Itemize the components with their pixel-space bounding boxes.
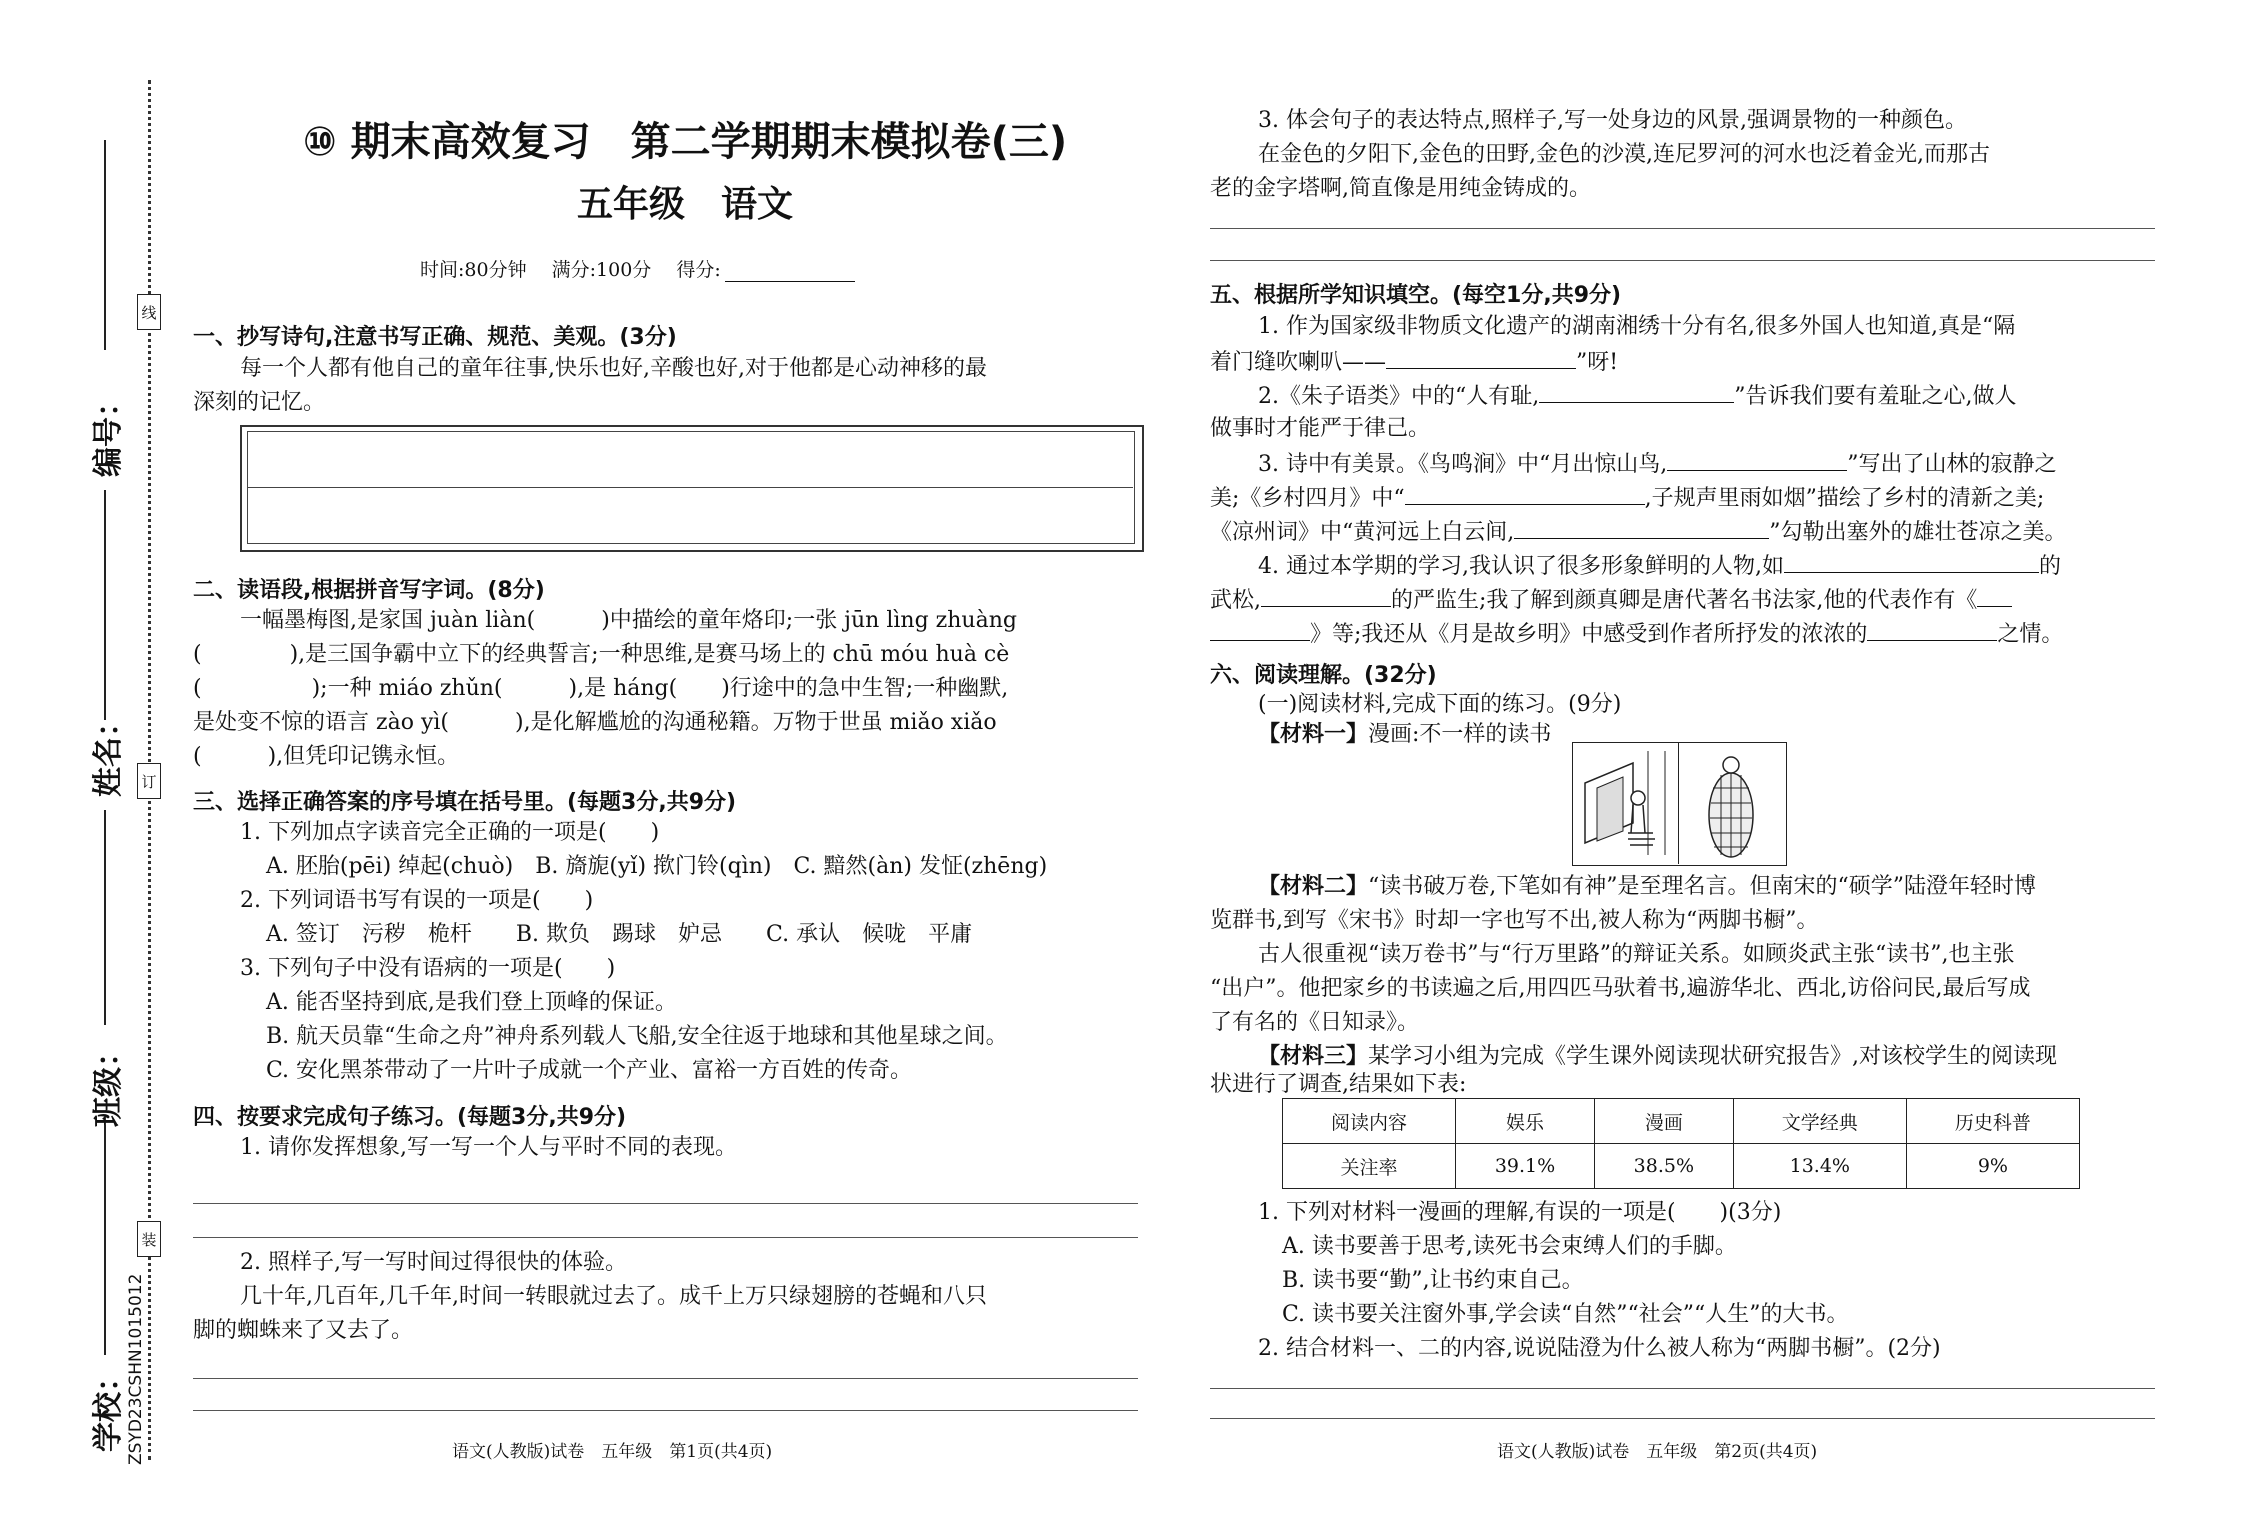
s4-q2-example1: 几十年,几百年,几千年,时间一转眼就过去了。成千上万只绿翅膀的苍蝇和八只: [240, 1284, 987, 1309]
s5-q3-line2: [1210, 480, 2044, 516]
section-1-title: 一、抄写诗句,注意书写正确、规范、美观。(3分): [193, 325, 677, 350]
table-cell: 文学经典: [1733, 1099, 1906, 1144]
text: ”告诉我们要有羞耻之心,做人: [1734, 384, 2017, 409]
s2-line2: ( ),是三国争霸中立下的经典誓言;一种思维,是赛马场上的 chū móu huà cè: [193, 642, 1010, 667]
fill-blank[interactable]: [1210, 616, 1310, 641]
s6-q1: 1. 下列对材料一漫画的理解,有误的一项是( )(3分): [1258, 1200, 1782, 1225]
number-label: 编号：: [91, 387, 126, 477]
s4-q2: 2. 照样子,写一写时间过得很快的体验。: [240, 1250, 627, 1275]
fill-blank[interactable]: [1405, 480, 1645, 505]
s6-material-2-line3: 古人很重视“读万卷书”与“行万里路”的辩证关系。如顾炎武主张“读书”,也主张: [1258, 942, 2015, 967]
text: 3. 诗中有美景。《鸟鸣涧》中“月出惊山鸟,: [1258, 452, 1668, 477]
text: 之情。: [1997, 622, 2064, 647]
class-field-line: [104, 810, 106, 1025]
table-cell: 漫画: [1594, 1099, 1733, 1144]
material-3-tag: 【材料三】: [1258, 1044, 1369, 1069]
material-1-text: 漫画:不一样的读书: [1368, 722, 1552, 747]
fill-blank[interactable]: [1784, 548, 2039, 573]
table-cell: 38.5%: [1594, 1144, 1733, 1189]
s5-q4-line1: [1258, 548, 2061, 584]
school-field-line: [104, 1125, 106, 1355]
answer-line[interactable]: [193, 1410, 1138, 1411]
text: 美;《乡村四月》中“: [1210, 486, 1405, 511]
table-cell: 历史科普: [1906, 1099, 2079, 1144]
s5-q2-line2: 做事时才能严于律己。: [1210, 416, 1431, 441]
answer-line[interactable]: [1210, 1388, 2155, 1389]
s3-q3: 3. 下列句子中没有语病的一项是( ): [240, 956, 616, 981]
score-label: 得分:: [676, 259, 721, 281]
s6-q1-option-b: B. 读书要“勤”,让书约束自己。: [1282, 1268, 1584, 1293]
exam-meta: [420, 255, 855, 282]
text: 》等;我还从《月是故乡明》中感受到作者所抒发的浓浓的: [1310, 622, 1868, 647]
s5-q1-line2: [1210, 344, 1618, 380]
s3-q1: 1. 下列加点字读音完全正确的一项是( ): [240, 820, 660, 845]
table-cell: 关注率: [1283, 1144, 1456, 1189]
fill-blank[interactable]: [1386, 344, 1576, 369]
table-row: [1283, 1144, 2080, 1189]
answer-line[interactable]: [193, 1378, 1138, 1379]
section-3-title: 三、选择正确答案的序号填在括号里。(每题3分,共9分): [193, 790, 737, 815]
s5-q3-line1: [1258, 446, 2056, 482]
footer-left: 语文(人教版)试卷 五年级 第1页(共4页): [452, 1442, 773, 1462]
fill-blank[interactable]: [1514, 514, 1769, 539]
text: 某学习小组为完成《学生课外阅读现状研究报告》,对该校学生的阅读现: [1368, 1044, 2058, 1069]
binding-marker-line: 线: [137, 294, 161, 330]
table-header-row: [1283, 1099, 2080, 1144]
s5-q3-line3: [1210, 514, 2067, 550]
s5-q4-line3: [1210, 616, 2063, 652]
s3-q3-option-b: B. 航天员靠“生命之舟”神舟系列载人飞船,安全往返于地球和其他星球之间。: [266, 1024, 1008, 1049]
title-text: 期末高效复习 第二学期期末模拟卷(三): [350, 119, 1068, 165]
s3-q1-options: A. 胚胎(pēi) 绰起(chuò) B. 旖旎(yǐ) 揿门铃(qìn) C. 黯然(àn) 发怔(zhēng): [266, 854, 1048, 879]
full-score: 满分:100分: [551, 259, 652, 281]
copy-writing-midline: [247, 487, 1133, 488]
s4-q3: 3. 体会句子的表达特点,照样子,写一处身边的风景,强调景物的一种颜色。: [1258, 108, 1967, 133]
s4-q1: 1. 请你发挥想象,写一写一个人与平时不同的表现。: [240, 1135, 737, 1160]
s2-line5: ( ),但凭印记镌永恒。: [193, 744, 460, 769]
text: ”写出了山林的寂静之: [1847, 452, 2057, 477]
text: 《凉州词》中“黄河远上白云间,: [1210, 520, 1515, 545]
s2-line3: ( );一种 miáo zhǔn( ),是 háng( )行途中的急中生智;一种幽默,: [193, 676, 1009, 701]
answer-line[interactable]: [1210, 228, 2155, 229]
time-limit: 时间:80分钟: [420, 259, 527, 281]
comic-drawing: [1573, 743, 1784, 863]
exam-title: [290, 110, 1080, 167]
s6-material-2-line4: “出户”。他把家乡的书读遍之后,用四匹马驮着书,遍游华北、西北,访俗问民,最后写成: [1210, 976, 2031, 1001]
section-6-title: 六、阅读理解。(32分): [1210, 663, 1437, 688]
table-cell: 娱乐: [1456, 1099, 1595, 1144]
school-label: 学校：: [91, 1362, 126, 1452]
s4-q3-example2: 老的金字塔啊,简直像是用纯金铸成的。: [1210, 176, 1591, 201]
s6-sub: (一)阅读材料,完成下面的练习。(9分): [1258, 692, 1622, 717]
binding-marker-bind: 订: [137, 763, 161, 799]
s2-line1: 一幅墨梅图,是家国 juàn liàn( )中描绘的童年烙印;一张 jūn lìng zhuàng: [240, 608, 1017, 633]
text: ,子规声里雨如烟”描绘了乡村的清新之美;: [1644, 486, 2045, 511]
s6-material-2-line1: [1258, 870, 2036, 904]
text: ”勾勒出塞外的雄壮苍凉之美。: [1769, 520, 2067, 545]
material-2-tag: 【材料二】: [1258, 874, 1369, 899]
table-cell: 39.1%: [1456, 1144, 1595, 1189]
survey-table: [1282, 1098, 2080, 1189]
s3-q2-options: A. 签订 污秽 桅杆 B. 欺负 踢球 妒忌 C. 承认 候咙 平庸: [266, 922, 973, 947]
s5-q4-line2: [1210, 582, 2012, 618]
badge-number: ⑩: [302, 119, 337, 165]
footer-right: 语文(人教版)试卷 五年级 第2页(共4页): [1497, 1442, 1818, 1462]
answer-line[interactable]: [1210, 260, 2155, 261]
s6-material-2-line2: 览群书,到写《宋书》时却一字也写不出,被人称为“两脚书橱”。: [1210, 908, 1819, 933]
fill-blank[interactable]: [1261, 582, 1391, 607]
s6-material-3-line2: 状进行了调查,结果如下表:: [1210, 1072, 1467, 1097]
text: ”呀!: [1576, 350, 1619, 375]
s6-q2: 2. 结合材料一、二的内容,说说陆澄为什么被人称为“两脚书橱”。(2分): [1258, 1336, 1941, 1361]
text: 的严监生;我了解到颜真卿是唐代著名书法家,他的代表作有《: [1391, 588, 1978, 613]
answer-line[interactable]: [1210, 1418, 2155, 1419]
text: 4. 通过本学期的学习,我认识了很多形象鲜明的人物,如: [1258, 554, 1784, 579]
s3-q3-option-a: A. 能否坚持到底,是我们登上顶峰的保证。: [266, 990, 677, 1015]
text: “读书破万卷,下笔如有神”是至理名言。但南宋的“硕学”陆澄年轻时博: [1368, 874, 2036, 899]
s5-q1-line1: 1. 作为国家级非物质文化遗产的湖南湘绣十分有名,很多外国人也知道,真是“隔: [1258, 314, 2016, 339]
binding-marker-sew: 装: [137, 1221, 161, 1257]
text: 着门缝吹喇叭——: [1210, 350, 1387, 375]
name-field-line: [104, 490, 106, 720]
s6-material-2-line5: 了有名的《日知录》。: [1210, 1010, 1420, 1035]
s6-q1-option-a: A. 读书要善于思考,读死书会束缚人们的手脚。: [1282, 1234, 1737, 1259]
name-label: 姓名：: [91, 707, 126, 797]
text: 的: [2038, 554, 2061, 579]
s3-q2: 2. 下列词语书写有误的一项是( ): [240, 888, 594, 913]
table-cell: 9%: [1906, 1144, 2079, 1189]
paper-code: ZSYD23CSHN1015012: [126, 1273, 146, 1465]
fill-blank[interactable]: [1667, 446, 1847, 471]
section-2-title: 二、读语段,根据拼音写字词。(8分): [193, 578, 545, 603]
fill-blank[interactable]: [1867, 616, 1997, 641]
s5-q2-line1: [1258, 378, 2016, 414]
s3-q3-option-c: C. 安化黑茶带动了一片叶子成就一个产业、富裕一方百姓的传奇。: [266, 1058, 913, 1083]
s2-line4: 是处变不惊的语言 zào yì( ),是化解尴尬的沟通秘籍。万物于世虽 miǎo xiǎo: [193, 710, 997, 735]
fill-blank[interactable]: [1977, 582, 2012, 607]
exam-subtitle: 五年级 语文: [576, 184, 793, 225]
answer-line[interactable]: [193, 1203, 1138, 1204]
section-5-title: 五、根据所学知识填空。(每空1分,共9分): [1210, 283, 1622, 308]
text: 2.《朱子语类》中的“人有耻,: [1258, 384, 1540, 409]
material-1-tag: 【材料一】: [1258, 722, 1369, 747]
s6-q1-option-c: C. 读书要关注窗外事,学会读“自然”“社会”“人生”的大书。: [1282, 1302, 1849, 1327]
answer-line[interactable]: [193, 1237, 1138, 1238]
s1-poem-line2: 深刻的记忆。: [193, 390, 326, 415]
s6-material-1: [1258, 718, 1551, 752]
number-field-line: [104, 140, 106, 350]
table-cell: 13.4%: [1733, 1144, 1906, 1189]
class-label: 班级：: [91, 1037, 126, 1127]
section-4-title: 四、按要求完成句子练习。(每题3分,共9分): [193, 1105, 627, 1130]
text: 武松,: [1210, 588, 1261, 613]
s1-poem-line1: 每一个人都有他自己的童年往事,快乐也好,辛酸也好,对于他都是心动神移的最: [240, 356, 987, 381]
fill-blank[interactable]: [1539, 378, 1734, 403]
s4-q2-example2: 脚的蜘蛛来了又去了。: [193, 1318, 414, 1343]
s4-q3-example1: 在金色的夕阳下,金色的田野,金色的沙漠,连尼罗河的河水也泛着金光,而那古: [1258, 142, 1990, 167]
table-cell: 阅读内容: [1283, 1099, 1456, 1144]
score-blank[interactable]: [725, 281, 855, 282]
